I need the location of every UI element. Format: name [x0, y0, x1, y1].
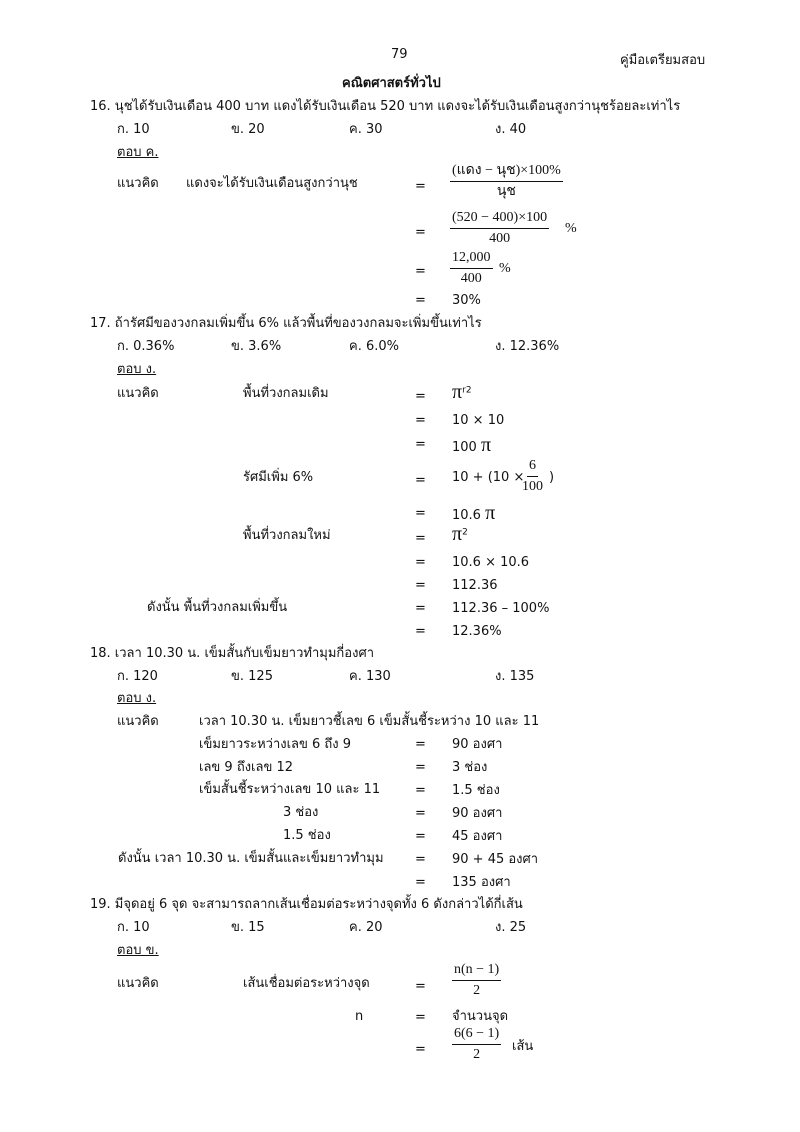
- question-16: 16. นุชได้รับเงินเดือน 400 บาท แดงได้รับเงินเดือน 520 บาท แดงจะได้รับเงินเดือนสูงกว่านุชร้อยละเท่าไร: [90, 99, 681, 114]
- section-title: คณิตศาสตร์ทั่วไป: [342, 76, 441, 91]
- answer-17: ตอบ ง.: [117, 362, 157, 377]
- concept-text-16: แดงจะได้รับเงินเดือนสูงกว่านุช: [186, 176, 358, 191]
- book-title: คู่มือเตรียมสอบ: [620, 53, 706, 68]
- numerator: 6: [527, 458, 538, 477]
- choice-16-a: ก. 10: [117, 122, 150, 137]
- pi-symbol: π: [485, 502, 496, 524]
- question-19: 19. มีจุดอยู่ 6 จุด จะสามารถลากเส้นเชื่อมต่อระหว่างจุดทั้ง 6 ดังกล่าวได้กี่เส้น: [90, 897, 523, 912]
- choice-17-a: ก. 0.36%: [117, 339, 175, 354]
- numerator: (520 − 400)×100: [450, 210, 549, 229]
- equals-sign: =: [415, 875, 426, 890]
- equals-sign: =: [415, 293, 426, 308]
- equals-sign: =: [415, 555, 426, 570]
- choice-18-b: ข. 125: [231, 669, 273, 684]
- equals-sign: =: [415, 601, 426, 616]
- choice-18-c: ค. 130: [349, 669, 391, 684]
- numerator: 6(6 − 1): [452, 1026, 501, 1045]
- equals-sign: =: [415, 1010, 426, 1025]
- calc-17-9: 112.36 – 100%: [452, 601, 550, 616]
- choice-16-d: ง. 40: [495, 122, 527, 137]
- numerator: n(n − 1): [452, 962, 501, 981]
- calc-17-8: 112.36: [452, 578, 498, 593]
- numerator: (แดง − นุช)×100%: [450, 163, 563, 182]
- label-radius-increase: รัศมีเพิ่ม 6%: [243, 470, 314, 485]
- equals-sign: =: [415, 437, 426, 452]
- row-value: 90 องศา: [452, 737, 503, 752]
- denominator: 100: [522, 479, 543, 495]
- choice-18-d: ง. 135: [495, 669, 535, 684]
- calc-17-4-pre: 10 + (10 ×: [452, 470, 525, 485]
- choice-18-a: ก. 120: [117, 669, 158, 684]
- choice-17-b: ข. 3.6%: [231, 339, 282, 354]
- result-16: 30%: [452, 293, 481, 308]
- equals-sign: =: [415, 737, 426, 752]
- concept-text-18: เวลา 10.30 น. เข็มยาวชี้เลข 6 เข็มสั้นชี้ระหว่าง 10 และ 11: [199, 714, 540, 729]
- fraction-17: [522, 458, 543, 495]
- result-18: 135 องศา: [452, 875, 511, 890]
- page-number: 79: [391, 47, 408, 62]
- row-label: 3 ช่อง: [283, 805, 319, 820]
- equals-sign: =: [415, 179, 426, 194]
- result-17: 12.36%: [452, 624, 502, 639]
- equals-sign: =: [415, 225, 426, 240]
- row-value: 90 องศา: [452, 806, 503, 821]
- calc-17-2: 10 × 10: [452, 413, 505, 428]
- denominator: นุช: [496, 184, 516, 200]
- fraction-19-2: [452, 1026, 501, 1063]
- choice-17-c: ค. 6.0%: [349, 339, 399, 354]
- equals-sign: =: [415, 413, 426, 428]
- question-17: 17. ถ้ารัศมีของวงกลมเพิ่มขึ้น 6% แล้วพื้นที่ของวงกลมจะเพิ่มขึ้นเท่าไร: [90, 316, 482, 331]
- choice-16-b: ข. 20: [231, 122, 265, 137]
- fraction-19-1: [452, 962, 501, 999]
- choice-17-d: ง. 12.36%: [495, 339, 560, 354]
- equals-sign: =: [415, 783, 426, 798]
- pi-symbol: π: [480, 434, 492, 456]
- row-label: 1.5 ช่อง: [283, 828, 331, 843]
- row-value: 90 + 45 องศา: [452, 852, 539, 867]
- equals-sign: =: [415, 624, 426, 639]
- answer-16: ตอบ ค.: [117, 145, 159, 160]
- concept-text-19: เส้นเชื่อมต่อระหว่างจุด: [243, 976, 370, 991]
- variable-n: n: [355, 1009, 364, 1024]
- answer-18: ตอบ ง.: [117, 691, 157, 706]
- equals-sign: =: [415, 578, 426, 593]
- denominator: 2: [473, 983, 481, 999]
- denominator: 400: [489, 231, 511, 247]
- calc-17-4-post: ): [549, 470, 555, 485]
- equals-sign: =: [415, 473, 426, 488]
- answer-19: ตอบ ข.: [117, 943, 159, 958]
- calc-17-3: 100 π: [452, 434, 492, 456]
- concept-label-18: แนวคิด: [117, 714, 159, 729]
- equals-sign: =: [415, 1042, 426, 1057]
- denominator: 400: [460, 271, 482, 287]
- concept-label-16: แนวคิด: [117, 176, 159, 191]
- calc-17-7: 10.6 × 10.6: [452, 555, 530, 570]
- equals-sign: =: [415, 852, 426, 867]
- equals-sign: =: [415, 531, 426, 546]
- calc-17-5: 10.6 π: [452, 502, 496, 524]
- unit-lines: เส้น: [512, 1039, 534, 1054]
- row-value: 3 ช่อง: [452, 760, 488, 775]
- choice-19-a: ก. 10: [117, 920, 150, 935]
- n-definition: จำนวนจุด: [452, 1009, 509, 1024]
- percent-suffix: %: [565, 221, 577, 236]
- pi-r-squared: $\pi^2$: [452, 523, 468, 545]
- choice-19-c: ค. 20: [349, 920, 383, 935]
- question-18: 18. เวลา 10.30 น. เข็มสั้นกับเข็มยาวทำมุมกี่องศา: [90, 646, 374, 661]
- percent-suffix: %: [499, 261, 511, 276]
- row-label: เข็มสั้นชี้ระหว่างเลข 10 และ 11: [199, 782, 381, 797]
- equals-sign: =: [415, 760, 426, 775]
- equals-sign: =: [415, 264, 426, 279]
- row-label: ดังนั้น เวลา 10.30 น. เข็มสั้นและเข็มยาวทำมุม: [118, 851, 384, 866]
- pi-r-squared: $\pi^{r2}$: [452, 381, 472, 403]
- choice-19-d: ง. 25: [495, 920, 527, 935]
- equals-sign: =: [415, 389, 426, 404]
- row-label: เข็มยาวระหว่างเลข 6 ถึง 9: [199, 737, 352, 752]
- fraction-16-3: [450, 250, 493, 287]
- pi-symbol: π: [452, 381, 463, 403]
- pi-symbol: π: [452, 523, 463, 545]
- equals-sign: =: [415, 506, 426, 521]
- label-area-increase: ดังนั้น พื้นที่วงกลมเพิ่มขึ้น: [147, 600, 288, 615]
- label-new-area: พื้นที่วงกลมใหม่: [243, 528, 331, 543]
- concept-label-17: แนวคิด: [117, 386, 159, 401]
- numerator: 12,000: [450, 250, 493, 269]
- fraction-16-1: [450, 163, 563, 200]
- denominator: 2: [473, 1047, 481, 1063]
- choice-19-b: ข. 15: [231, 920, 265, 935]
- equals-sign: =: [415, 829, 426, 844]
- label-old-area: พื้นที่วงกลมเดิม: [243, 386, 329, 401]
- choice-16-c: ค. 30: [349, 122, 383, 137]
- concept-label-19: แนวคิด: [117, 976, 159, 991]
- row-value: 45 องศา: [452, 829, 503, 844]
- row-value: 1.5 ช่อง: [452, 783, 500, 798]
- equals-sign: =: [415, 979, 426, 994]
- fraction-16-2: [450, 210, 549, 247]
- row-label: เลข 9 ถึงเลข 12: [199, 760, 294, 775]
- equals-sign: =: [415, 806, 426, 821]
